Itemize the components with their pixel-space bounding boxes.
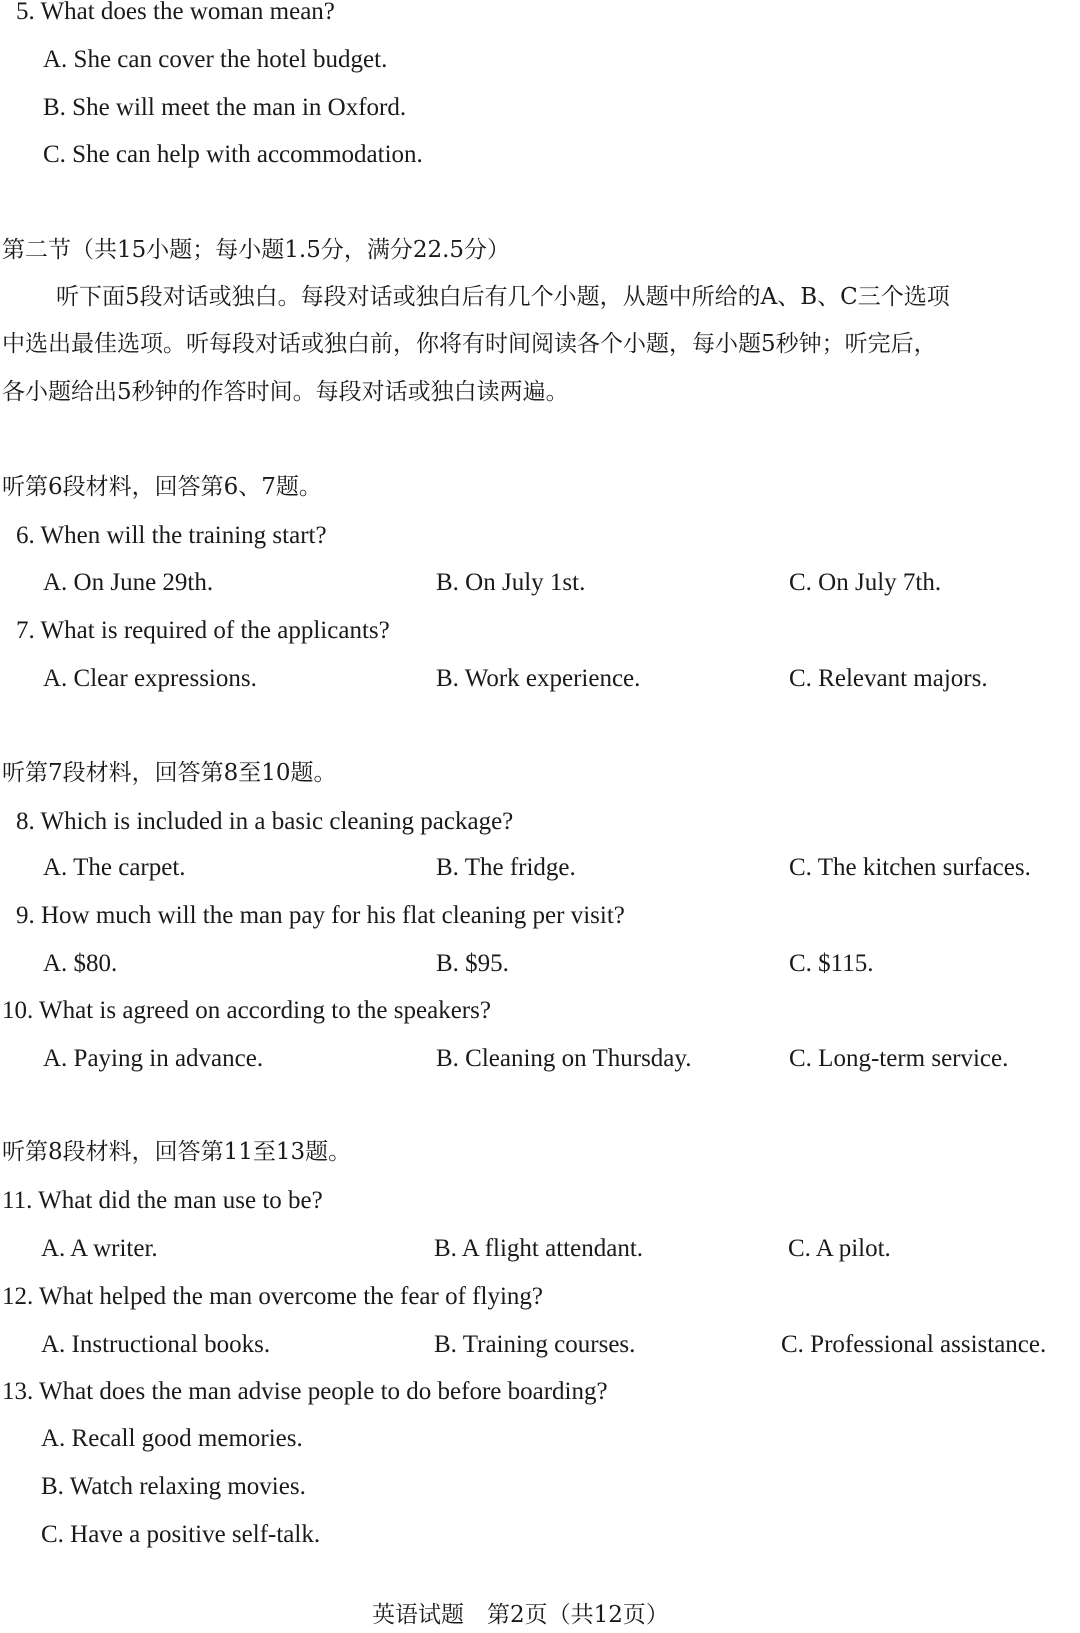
material-heading: 听第7段材料，回答第8至10题。 — [2, 760, 337, 786]
option-c: C. Professional assistance. — [781, 1331, 1047, 1358]
option-b: B. Watch relaxing movies. — [41, 1473, 306, 1500]
option-c: C. She can help with accommodation. — [43, 141, 423, 168]
option-a: A. The carpet. — [43, 854, 186, 881]
option-b: B. On July 1st. — [436, 569, 586, 596]
question-stem: 11. What did the man use to be? — [2, 1187, 323, 1214]
question-stem: 12. What helped the man overcome the fear of flying? — [2, 1283, 543, 1310]
question-stem: 5. What does the woman mean? — [16, 0, 335, 25]
option-a: A. Instructional books. — [41, 1331, 271, 1358]
option-a: A. A writer. — [41, 1235, 158, 1262]
instructions-line: 中选出最佳选项。听每段对话或独白前，你将有时间阅读各个小题，每小题5秒钟；听完后， — [2, 331, 937, 357]
option-b: B. Training courses. — [434, 1331, 636, 1358]
option-c: C. On July 7th. — [789, 569, 942, 596]
page-footer: 英语试题 第2页（共12页） — [372, 1602, 669, 1628]
option-c: C. A pilot. — [788, 1235, 891, 1262]
option-a: A. She can cover the hotel budget. — [43, 46, 388, 73]
option-c: C. The kitchen surfaces. — [789, 854, 1031, 881]
question-stem: 10. What is agreed on according to the speakers? — [2, 997, 491, 1024]
question-stem: 9. How much will the man pay for his flat cleaning per visit? — [16, 902, 625, 929]
option-a: A. Recall good memories. — [41, 1425, 303, 1452]
option-b: B. Cleaning on Thursday. — [436, 1045, 692, 1072]
option-b: B. A flight attendant. — [434, 1235, 644, 1262]
option-a: A. Clear expressions. — [43, 665, 257, 692]
question-stem: 7. What is required of the applicants? — [16, 617, 390, 644]
material-heading: 听第6段材料，回答第6、7题。 — [2, 474, 322, 500]
option-b: B. $95. — [436, 950, 509, 977]
option-a: A. $80. — [43, 950, 118, 977]
option-b: B. She will meet the man in Oxford. — [43, 94, 407, 121]
option-b: B. The fridge. — [436, 854, 576, 881]
option-c: C. $115. — [789, 950, 874, 977]
instructions-line: 各小题给出5秒钟的作答时间。每段对话或独白读两遍。 — [2, 379, 569, 405]
section-title: 第二节（共15小题；每小题1.5分，满分22.5分） — [2, 237, 511, 263]
question-stem: 13. What does the man advise people to do before boarding? — [2, 1378, 608, 1405]
question-stem: 8. Which is included in a basic cleaning package? — [16, 808, 514, 835]
option-c: C. Have a positive self-talk. — [41, 1521, 321, 1548]
option-a: A. On June 29th. — [43, 569, 214, 596]
option-a: A. Paying in advance. — [43, 1045, 264, 1072]
option-c: C. Long-term service. — [789, 1045, 1009, 1072]
material-heading: 听第8段材料，回答第11至13题。 — [2, 1139, 352, 1165]
option-b: B. Work experience. — [436, 665, 641, 692]
question-stem: 6. When will the training start? — [16, 522, 327, 549]
instructions-line: 听下面5段对话或独白。每段对话或独白后有几个小题，从题中所给的A、B、C三个选项 — [56, 284, 950, 310]
option-c: C. Relevant majors. — [789, 665, 988, 692]
